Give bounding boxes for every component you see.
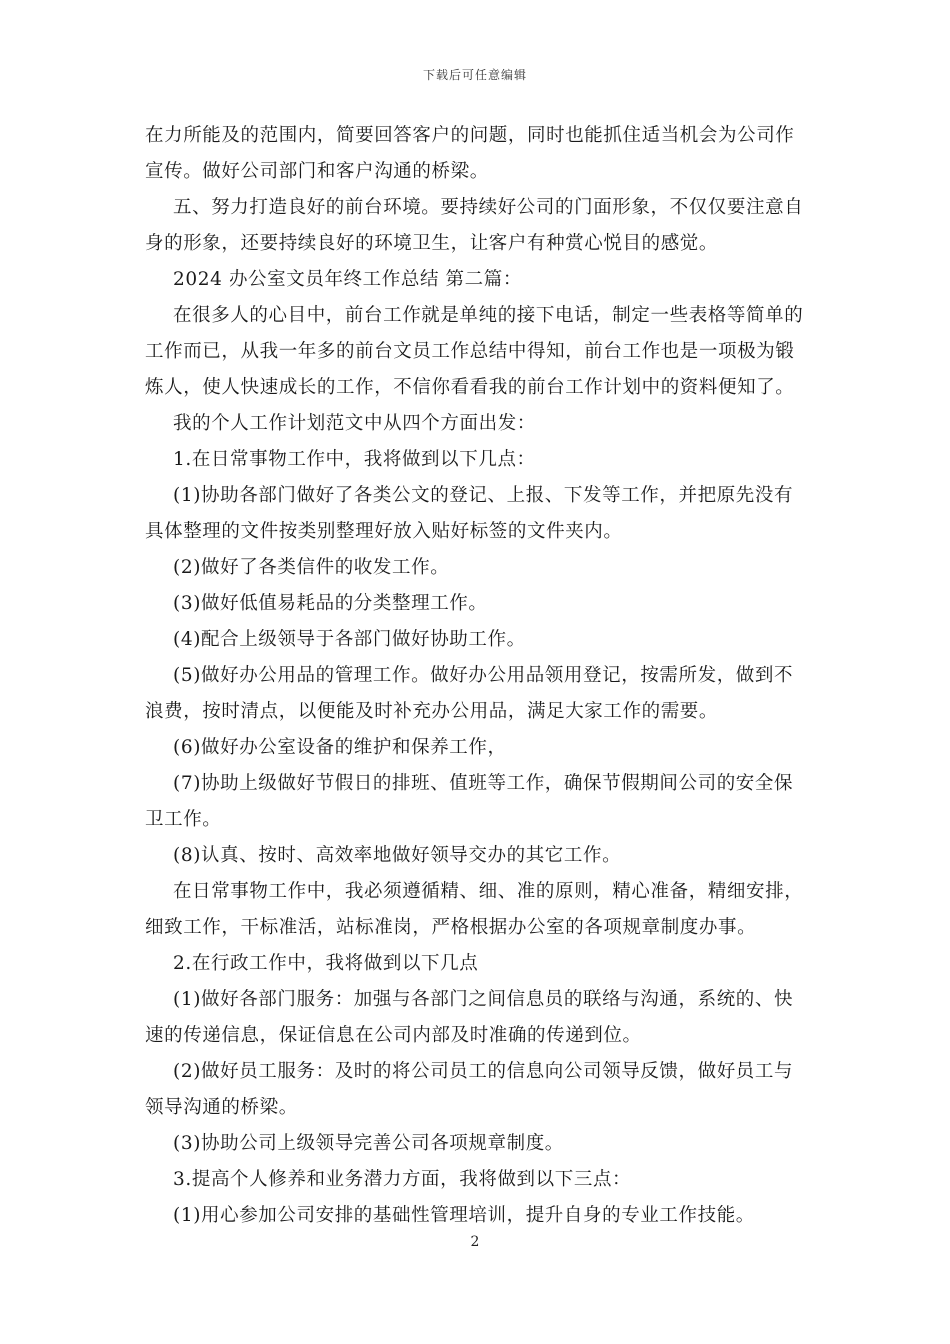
body-line: 炼人，使人快速成长的工作，不信你看看我的前台工作计划中的资料便知了。 [145, 377, 795, 398]
list-item: (3)协助公司上级领导完善公司各项规章制度。 [173, 1133, 564, 1154]
body-line: 身的形象，还要持续良好的环境卫生，让客户有种赏心悦目的感觉。 [145, 233, 719, 254]
page-header: 下载后可任意编辑 [422, 68, 527, 82]
body-line: 宣传。做好公司部门和客户沟通的桥梁。 [145, 161, 489, 182]
body-line: 五、努力打造良好的前台环境。要持续好公司的门面形象，不仅仅要注意自 [173, 197, 804, 218]
list-item: (3)做好低值易耗品的分类整理工作。 [173, 593, 488, 614]
body-line: 在很多人的心目中，前台工作就是单纯的接下电话，制定一些表格等简单的 [173, 305, 804, 326]
section-heading: 2024 办公室文员年终工作总结 第二篇： [173, 269, 522, 290]
list-item: (1)做好各部门服务：加强与各部门之间信息员的联络与沟通，系统的、快 [173, 989, 794, 1010]
list-item: (1)用心参加公司安排的基础性管理培训，提升自身的专业工作技能。 [173, 1205, 755, 1226]
list-item: (1)协助各部门做好了各类公文的登记、上报、下发等工作，并把原先没有 [173, 485, 794, 506]
body-line: 在力所能及的范围内，简要回答客户的问题，同时也能抓住适当机会为公司作 [145, 125, 795, 146]
body-line: 工作而已，从我一年多的前台文员工作总结中得知，前台工作也是一项极为锻 [145, 341, 795, 362]
list-item: (5)做好办公用品的管理工作。做好办公用品领用登记，按需所发，做到不 [173, 665, 794, 686]
list-item-continuation: 卫工作。 [145, 809, 222, 830]
list-heading: 1.在日常事物工作中，我将做到以下几点： [173, 449, 536, 470]
list-item: (7)协助上级做好节假日的排班、值班等工作，确保节假期间公司的安全保 [173, 773, 794, 794]
list-heading: 3.提高个人修养和业务潜力方面，我将做到以下三点： [173, 1169, 632, 1190]
body-line: 细致工作，干标准活，站标准岗，严格根据办公室的各项规章制度办事。 [145, 917, 757, 938]
list-item: (6)做好办公室设备的维护和保养工作， [173, 737, 507, 758]
list-item-continuation: 速的传递信息，保证信息在公司内部及时准确的传递到位。 [145, 1025, 642, 1046]
list-item-continuation: 具体整理的文件按类别整理好放入贴好标签的文件夹内。 [145, 521, 623, 542]
list-item: (2)做好员工服务：及时的将公司员工的信息向公司领导反馈，做好员工与 [173, 1061, 794, 1082]
document-body [145, 118, 805, 1234]
body-line: 在日常事物工作中，我必须遵循精、细、准的原则，精心准备，精细安排， [173, 881, 804, 902]
list-heading: 2.在行政工作中，我将做到以下几点 [173, 953, 479, 974]
list-item-continuation: 领导沟通的桥梁。 [145, 1097, 298, 1118]
body-line: 我的个人工作计划范文中从四个方面出发： [173, 413, 536, 434]
page-number: 2 [470, 1234, 480, 1250]
list-item: (8)认真、按时、高效率地做好领导交办的其它工作。 [173, 845, 622, 866]
list-item: (2)做好了各类信件的收发工作。 [173, 557, 450, 578]
list-item-continuation: 浪费，按时清点，以便能及时补充办公用品，满足大家工作的需要。 [145, 701, 719, 722]
list-item: (4)配合上级领导于各部门做好协助工作。 [173, 629, 526, 650]
